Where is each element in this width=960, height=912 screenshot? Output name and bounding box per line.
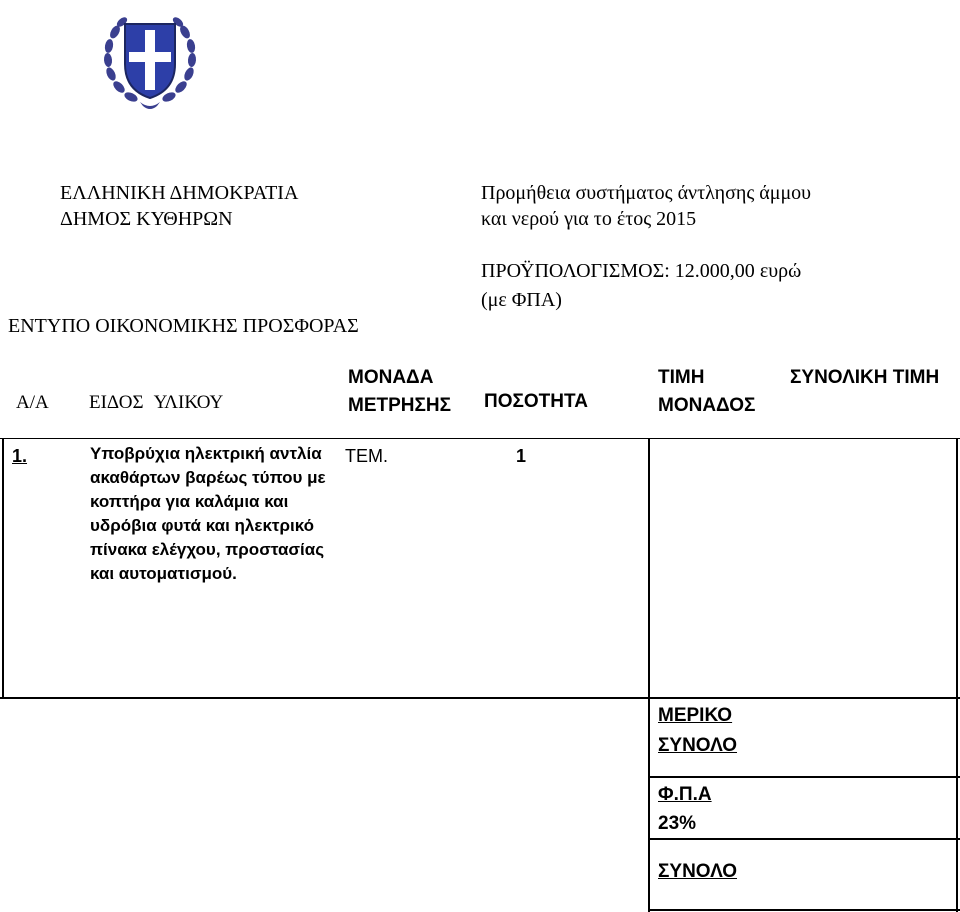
country-name: ΕΛΛΗΝΙΚΗ ΔΗΜΟΚΡΑΤΙΑ (60, 182, 299, 204)
municipality-name: ΔΗΜΟΣ ΚΥΘΗΡΩΝ (60, 208, 233, 230)
coat-of-arms-emblem (95, 2, 205, 114)
budget-currency: ευρώ (759, 260, 802, 282)
subject-line-1: Προμήθεια συστήματος άντλησης άμμου (481, 182, 812, 204)
column-header-quantity: ΠΟΣΟΤΗΤΑ (484, 391, 588, 412)
column-header-unit-1: ΜΟΝΑΔΑ (348, 367, 434, 388)
vat-label-1: Φ.Π.Α (658, 784, 712, 805)
total-label: ΣΥΝΟΛΟ (658, 861, 738, 882)
budget-vat-note: (με ΦΠΑ) (481, 289, 562, 311)
vat-label-2: 23% (658, 813, 697, 834)
column-header-aa: Α/Α (16, 392, 49, 413)
budget-amount: ΠΡΟΫΠΟΛΟΓΙΣΜΟΣ: 12.000,00 (481, 260, 755, 282)
item-description: Υποβρύχια ηλεκτρική αντλία ακαθάρτων βαρέως τύπου με κοπτήρα για καλάμια και υδρόβια φυτά και ηλεκτρικό πίνακα ελέγχου, προστασίας και αυτοματισμού. (90, 444, 326, 583)
item-quantity: 1 (516, 446, 527, 466)
column-header-price-2: ΜΟΝΑΔΟΣ (658, 395, 756, 416)
column-header-item: ΕΙΔΟΣ ΥΛΙΚΟΥ (89, 392, 224, 413)
subtotal-label-2: ΣΥΝΟΛΟ (658, 735, 738, 756)
column-header-price-1: ΤΙΜΗ (658, 367, 705, 388)
row-number: 1. (12, 446, 28, 466)
column-header-unit-2: ΜΕΤΡΗΣΗΣ (348, 395, 452, 416)
subtotal-label-1: ΜΕΡΙΚΟ (658, 705, 733, 726)
budget-line (481, 258, 801, 284)
form-title: ΕΝΤΥΠΟ ΟΙΚΟΝΟΜΙΚΗΣ ΠΡΟΣΦΟΡΑΣ (8, 315, 359, 337)
subject-line-2: και νερού για το έτος 2015 (481, 208, 697, 230)
item-unit: ΤΕΜ. (345, 446, 388, 466)
column-header-total: ΣΥΝΟΛΙΚΗ ΤΙΜΗ (790, 367, 940, 388)
